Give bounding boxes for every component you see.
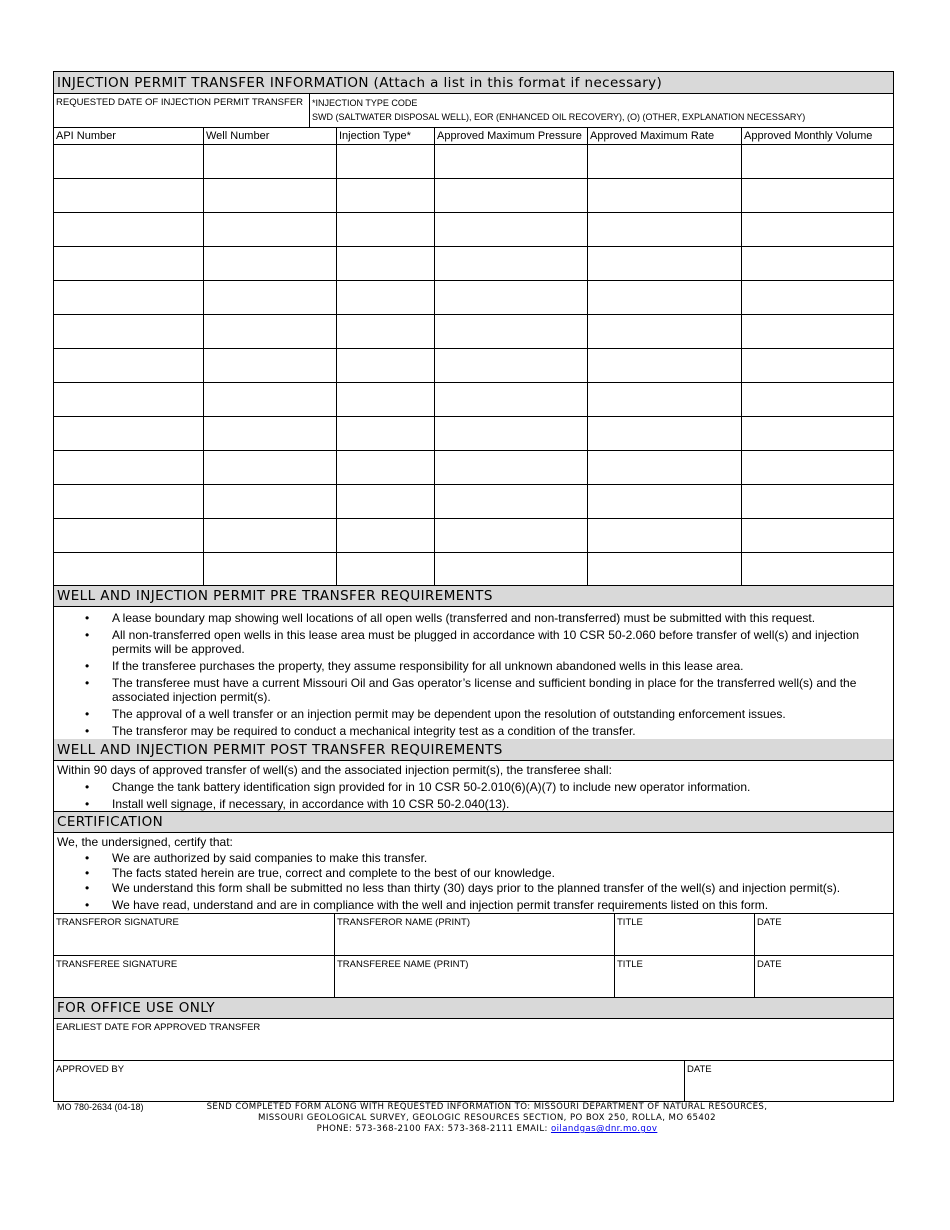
injection-type-cell[interactable] xyxy=(336,349,434,382)
post-transfer-list xyxy=(54,780,893,811)
requested-date-label: REQUESTED DATE OF INJECTION PERMIT TRANSFER xyxy=(56,97,304,108)
col-api-number: API Number xyxy=(56,130,116,142)
transferee-signature-field[interactable] xyxy=(54,956,334,997)
injection-date-code-row xyxy=(54,93,893,127)
max-rate-cell[interactable] xyxy=(587,417,741,450)
transferor-title-field[interactable] xyxy=(614,914,754,955)
injection-type-code-box xyxy=(309,94,893,127)
max-pressure-cell[interactable] xyxy=(434,145,587,178)
max-pressure-cell[interactable] xyxy=(434,247,587,280)
monthly-volume-cell[interactable] xyxy=(741,145,893,178)
col-monthly-volume: Approved Monthly Volume xyxy=(741,128,893,144)
injection-type-cell[interactable] xyxy=(336,179,434,212)
certification-intro: We, the undersigned, certify that: xyxy=(57,835,233,849)
field-label: TRANSFEREE SIGNATURE xyxy=(56,959,178,970)
table-row xyxy=(54,382,893,416)
monthly-volume-cell[interactable] xyxy=(741,247,893,280)
earliest-date-field[interactable] xyxy=(54,1019,893,1060)
max-rate-cell[interactable] xyxy=(587,281,741,314)
certification-list xyxy=(54,851,893,912)
api-number-cell[interactable] xyxy=(54,179,203,212)
list-item: • Change the tank battery identification sign provided for in 10 CSR 50-2.010(6)(A)(7) to include new operator information. xyxy=(54,780,893,794)
max-rate-cell[interactable] xyxy=(587,179,741,212)
injection-type-cell[interactable] xyxy=(336,281,434,314)
api-number-cell[interactable] xyxy=(54,553,203,585)
pre-transfer-list xyxy=(54,611,893,738)
injection-type-cell[interactable] xyxy=(336,383,434,416)
table-row xyxy=(54,212,893,246)
post-transfer-intro: Within 90 days of approved transfer of well(s) and the associated injection permit(s), the transferee shall: xyxy=(57,763,612,777)
max-pressure-cell[interactable] xyxy=(434,383,587,416)
list-item: • The transferee must have a current Missouri Oil and Gas operator’s license and sufficient bonding in place for the transferred well(s) and the associated injection permit(s). xyxy=(54,676,893,704)
email-link[interactable]: oilandgas@dnr.mo.gov xyxy=(550,1124,658,1134)
well-number-cell[interactable] xyxy=(203,213,336,246)
api-number-cell[interactable] xyxy=(54,145,203,178)
monthly-volume-cell[interactable] xyxy=(741,213,893,246)
list-item: • All non-transferred open wells in this lease area must be plugged in accordance with 10 CSR 50-2.060 before transfer of well(s) and injection permits will be approved. xyxy=(54,628,893,656)
table-row xyxy=(54,348,893,382)
well-number-cell[interactable] xyxy=(203,315,336,348)
transferor-name-field[interactable] xyxy=(334,914,614,955)
api-number-cell[interactable] xyxy=(54,451,203,484)
list-item: • We have read, understand and are in compliance with the well and injection permit transfer requirements listed on this form. xyxy=(54,898,893,912)
monthly-volume-cell[interactable] xyxy=(741,179,893,212)
well-number-cell[interactable] xyxy=(203,553,336,585)
monthly-volume-cell[interactable] xyxy=(741,417,893,450)
injection-type-cell[interactable] xyxy=(336,519,434,552)
max-pressure-cell[interactable] xyxy=(434,213,587,246)
table-row xyxy=(54,416,893,450)
max-pressure-cell[interactable] xyxy=(434,281,587,314)
max-pressure-cell[interactable] xyxy=(434,315,587,348)
table-row xyxy=(54,450,893,484)
table-row xyxy=(54,484,893,518)
api-number-cell[interactable] xyxy=(54,281,203,314)
requested-date-field[interactable] xyxy=(54,94,309,127)
max-rate-cell[interactable] xyxy=(587,349,741,382)
max-pressure-cell[interactable] xyxy=(434,179,587,212)
list-item: • A lease boundary map showing well locations of all open wells (transferred and non-transferred) must be submitted with this request. xyxy=(54,611,893,625)
list-item: • The facts stated herein are true, correct and complete to the best of our knowledge. xyxy=(54,866,893,880)
col-well-number: Well Number xyxy=(203,128,336,144)
monthly-volume-cell[interactable] xyxy=(741,281,893,314)
table-row xyxy=(54,314,893,348)
monthly-volume-cell[interactable] xyxy=(741,485,893,518)
api-number-cell[interactable] xyxy=(54,213,203,246)
injection-type-cell[interactable] xyxy=(336,553,434,585)
col-max-pressure: Approved Maximum Pressure xyxy=(434,128,587,144)
max-rate-cell[interactable] xyxy=(587,315,741,348)
field-label: DATE xyxy=(757,959,782,970)
max-rate-cell[interactable] xyxy=(587,145,741,178)
field-label: TRANSFEROR NAME (PRINT) xyxy=(337,917,470,928)
footer-address-line-1: SEND COMPLETED FORM ALONG WITH REQUESTED INFORMATION TO: MISSOURI DEPARTMENT OF NATURAL RESOURCES, xyxy=(206,1102,768,1112)
field-label: TRANSFEREE NAME (PRINT) xyxy=(337,959,469,970)
transferor-signature-row xyxy=(54,913,893,955)
table-row xyxy=(54,144,893,178)
well-number-cell[interactable] xyxy=(203,417,336,450)
table-row xyxy=(54,246,893,280)
max-rate-cell[interactable] xyxy=(587,213,741,246)
max-rate-cell[interactable] xyxy=(587,553,741,585)
well-number-cell[interactable] xyxy=(203,519,336,552)
table-row xyxy=(54,552,893,585)
injection-type-cell[interactable] xyxy=(336,451,434,484)
earliest-date-row xyxy=(54,1018,893,1060)
max-pressure-cell[interactable] xyxy=(434,451,587,484)
list-item: • We understand this form shall be submitted no less than thirty (30) days prior to the planned transfer of the well(s) and injection permit(s). xyxy=(54,881,893,895)
transferor-signature-field[interactable] xyxy=(54,914,334,955)
injection-type-cell[interactable] xyxy=(336,213,434,246)
max-pressure-cell[interactable] xyxy=(434,485,587,518)
max-pressure-cell[interactable] xyxy=(434,519,587,552)
approved-by-field[interactable] xyxy=(54,1061,684,1101)
well-number-cell[interactable] xyxy=(203,179,336,212)
api-number-cell[interactable] xyxy=(54,349,203,382)
footer-address-line-2: MISSOURI GEOLOGICAL SURVEY, GEOLOGIC RESOURCES SECTION, PO BOX 250, ROLLA, MO 65402 xyxy=(258,1113,716,1123)
field-label: TITLE xyxy=(617,917,643,928)
well-number-cell[interactable] xyxy=(203,145,336,178)
monthly-volume-cell[interactable] xyxy=(741,553,893,585)
list-item: • If the transferee purchases the property, they assume responsibility for all unknown abandoned wells in this lease area. xyxy=(54,659,893,673)
certification-header: CERTIFICATION xyxy=(54,811,893,832)
injection-type-code-label: *INJECTION TYPE CODE xyxy=(312,98,418,108)
field-label: DATE xyxy=(757,917,782,928)
injection-type-cell[interactable] xyxy=(336,247,434,280)
approved-by-row xyxy=(54,1060,893,1101)
max-rate-cell[interactable] xyxy=(587,451,741,484)
approved-date-field[interactable] xyxy=(684,1061,893,1101)
certification-body xyxy=(54,832,893,913)
table-row xyxy=(54,178,893,212)
max-rate-cell[interactable] xyxy=(587,485,741,518)
table-row xyxy=(54,280,893,314)
injection-type-cell[interactable] xyxy=(336,485,434,518)
list-item: • The approval of a well transfer or an injection permit may be dependent upon the resolution of outstanding enforcement issues. xyxy=(54,707,893,721)
max-pressure-cell[interactable] xyxy=(434,553,587,585)
monthly-volume-cell[interactable] xyxy=(741,519,893,552)
well-number-cell[interactable] xyxy=(203,247,336,280)
post-transfer-body xyxy=(54,760,893,811)
monthly-volume-cell[interactable] xyxy=(741,451,893,484)
list-item: • Install well signage, if necessary, in accordance with 10 CSR 50-2.040(13). xyxy=(54,797,893,811)
injection-type-cell[interactable] xyxy=(336,145,434,178)
col-injection-type: Injection Type* xyxy=(336,128,434,144)
api-number-cell[interactable] xyxy=(54,247,203,280)
pre-transfer-body xyxy=(54,606,893,739)
well-number-cell[interactable] xyxy=(203,281,336,314)
injection-type-code-desc: SWD (SALTWATER DISPOSAL WELL), EOR (ENHANCED OIL RECOVERY), (O) (OTHER, EXPLANATION NECESSARY) xyxy=(312,112,806,122)
transferee-name-field[interactable] xyxy=(334,956,614,997)
col-max-rate: Approved Maximum Rate xyxy=(587,128,741,144)
injection-type-cell[interactable] xyxy=(336,417,434,450)
api-number-cell[interactable] xyxy=(54,315,203,348)
well-number-cell[interactable] xyxy=(203,383,336,416)
max-rate-cell[interactable] xyxy=(587,247,741,280)
field-label: APPROVED BY xyxy=(56,1064,125,1075)
form-number: MO 780-2634 (04-18) xyxy=(57,1102,144,1112)
field-label: TITLE xyxy=(617,959,643,970)
well-number-cell[interactable] xyxy=(203,485,336,518)
field-label: DATE xyxy=(687,1064,712,1075)
transferee-title-field[interactable] xyxy=(614,956,754,997)
well-table-body xyxy=(54,144,893,585)
post-transfer-header: WELL AND INJECTION PERMIT POST TRANSFER REQUIREMENTS xyxy=(54,739,893,760)
transferee-date-field[interactable] xyxy=(754,956,893,997)
injection-type-cell[interactable] xyxy=(336,315,434,348)
max-pressure-cell[interactable] xyxy=(434,417,587,450)
monthly-volume-cell[interactable] xyxy=(741,315,893,348)
max-rate-cell[interactable] xyxy=(587,383,741,416)
list-item: • The transferor may be required to conduct a mechanical integrity test as a condition of the transfer. xyxy=(54,724,893,738)
api-number-cell[interactable] xyxy=(54,519,203,552)
transferor-date-field[interactable] xyxy=(754,914,893,955)
monthly-volume-cell[interactable] xyxy=(741,383,893,416)
field-label: EARLIEST DATE FOR APPROVED TRANSFER xyxy=(56,1022,261,1033)
transferee-signature-row xyxy=(54,955,893,997)
api-number-cell[interactable] xyxy=(54,485,203,518)
permit-transfer-form xyxy=(53,71,894,1102)
well-number-cell[interactable] xyxy=(203,451,336,484)
footer-phone-fax: PHONE: 573-368-2100 FAX: 573-368-2111 EMAIL: xyxy=(316,1124,551,1134)
max-rate-cell[interactable] xyxy=(587,519,741,552)
pre-transfer-header: WELL AND INJECTION PERMIT PRE TRANSFER REQUIREMENTS xyxy=(54,585,893,606)
well-number-cell[interactable] xyxy=(203,349,336,382)
monthly-volume-cell[interactable] xyxy=(741,349,893,382)
well-table-header xyxy=(54,127,893,144)
injection-section-header: INJECTION PERMIT TRANSFER INFORMATION (Attach a list in this format if necessary) xyxy=(54,72,893,93)
footer-contact-line xyxy=(0,1124,950,1134)
office-use-header: FOR OFFICE USE ONLY xyxy=(54,997,893,1018)
field-label: TRANSFEROR SIGNATURE xyxy=(56,917,179,928)
list-item: • We are authorized by said companies to make this transfer. xyxy=(54,851,893,865)
api-number-cell[interactable] xyxy=(54,417,203,450)
table-row xyxy=(54,518,893,552)
max-pressure-cell[interactable] xyxy=(434,349,587,382)
api-number-cell[interactable] xyxy=(54,383,203,416)
